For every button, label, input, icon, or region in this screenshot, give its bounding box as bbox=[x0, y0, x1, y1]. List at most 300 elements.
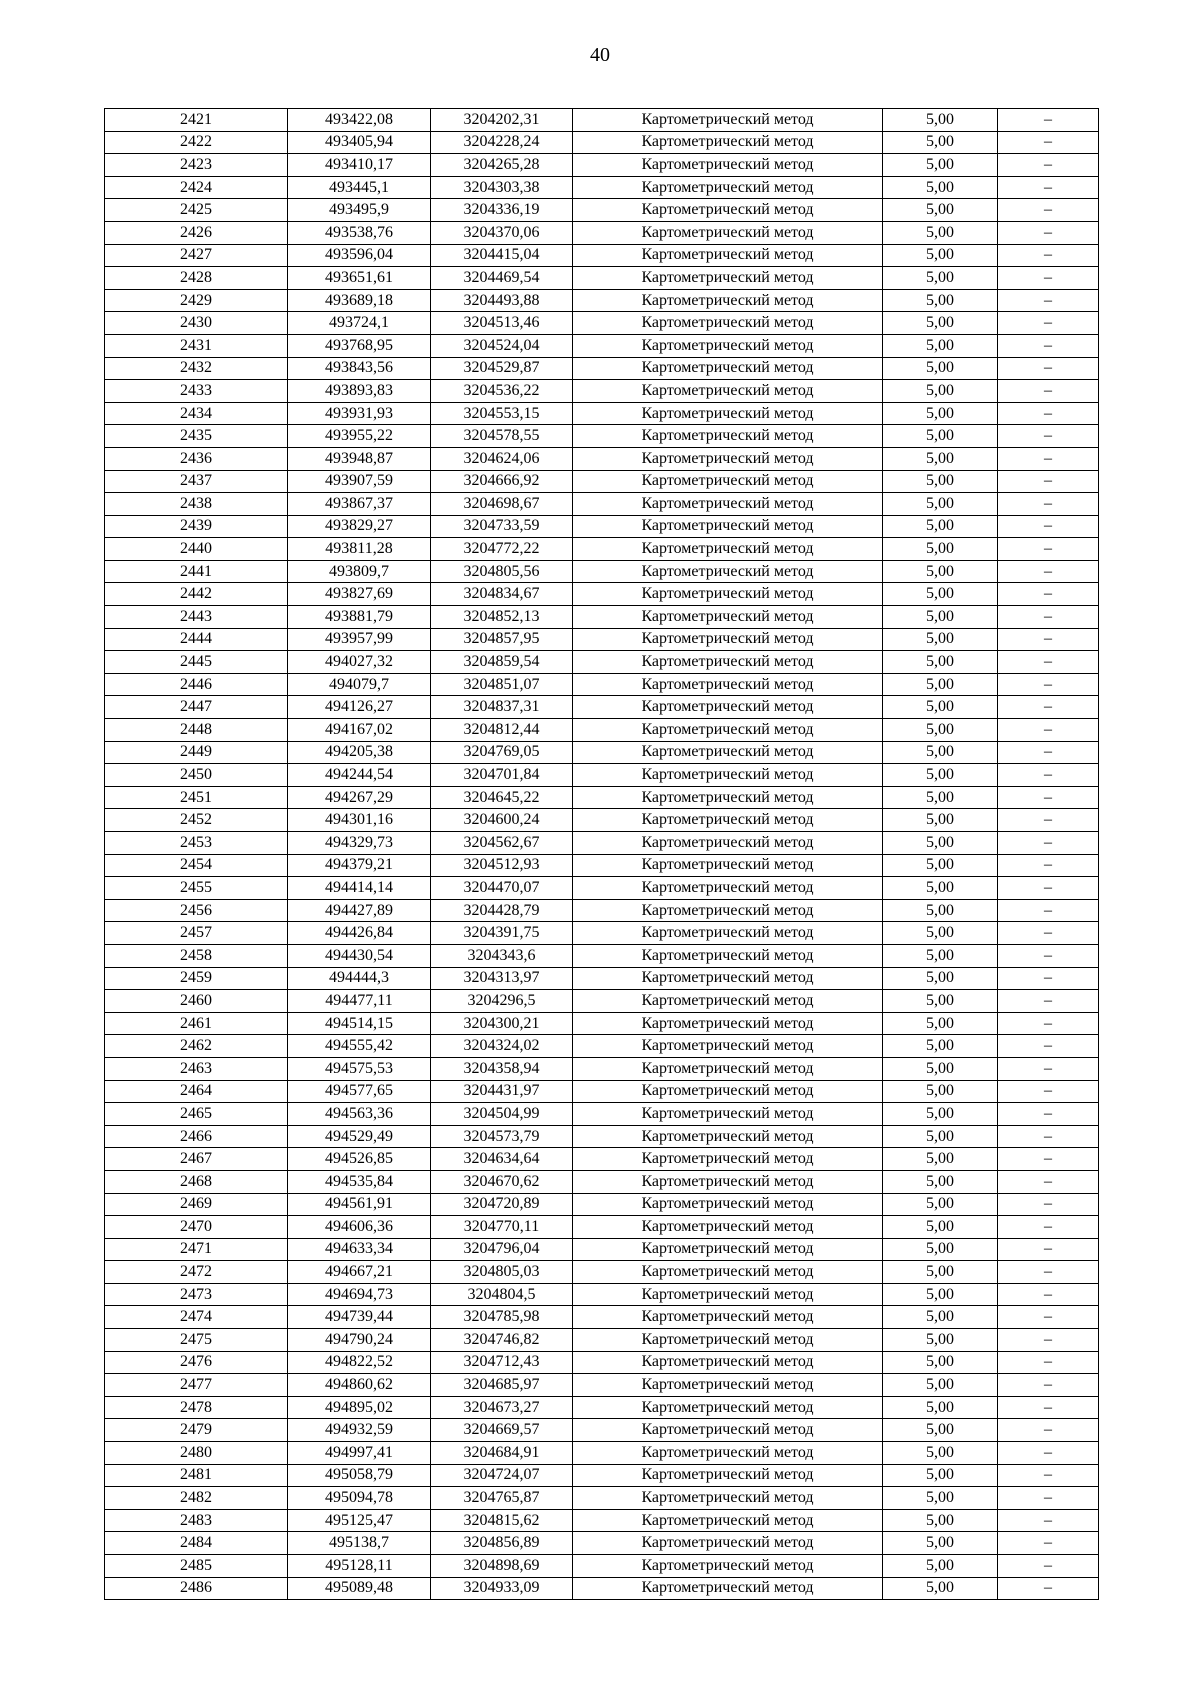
method-cell: Картометрический метод bbox=[573, 493, 883, 516]
note-cell: – bbox=[998, 1148, 1099, 1171]
y-coordinate-cell: 3204469,54 bbox=[431, 267, 573, 290]
accuracy-cell: 5,00 bbox=[883, 944, 998, 967]
note-cell: – bbox=[998, 131, 1099, 154]
x-coordinate-cell: 494301,16 bbox=[288, 809, 431, 832]
point-number-cell: 2443 bbox=[105, 606, 288, 629]
note-cell: – bbox=[998, 199, 1099, 222]
x-coordinate-cell: 495125,47 bbox=[288, 1509, 431, 1532]
table-row bbox=[105, 696, 1099, 719]
note-cell: – bbox=[998, 1103, 1099, 1126]
accuracy-cell: 5,00 bbox=[883, 1080, 998, 1103]
note-cell: – bbox=[998, 289, 1099, 312]
accuracy-cell: 5,00 bbox=[883, 1103, 998, 1126]
point-number-cell: 2432 bbox=[105, 357, 288, 380]
accuracy-cell: 5,00 bbox=[883, 1351, 998, 1374]
accuracy-cell: 5,00 bbox=[883, 176, 998, 199]
note-cell: – bbox=[998, 425, 1099, 448]
accuracy-cell: 5,00 bbox=[883, 1555, 998, 1578]
note-cell: – bbox=[998, 1442, 1099, 1465]
method-cell: Картометрический метод bbox=[573, 380, 883, 403]
method-cell: Картометрический метод bbox=[573, 673, 883, 696]
table-row bbox=[105, 990, 1099, 1013]
point-number-cell: 2441 bbox=[105, 560, 288, 583]
method-cell: Картометрический метод bbox=[573, 1035, 883, 1058]
method-cell: Картометрический метод bbox=[573, 470, 883, 493]
y-coordinate-cell: 3204513,46 bbox=[431, 312, 573, 335]
y-coordinate-cell: 3204524,04 bbox=[431, 334, 573, 357]
y-coordinate-cell: 3204815,62 bbox=[431, 1509, 573, 1532]
accuracy-cell: 5,00 bbox=[883, 651, 998, 674]
x-coordinate-cell: 494430,54 bbox=[288, 944, 431, 967]
point-number-cell: 2479 bbox=[105, 1419, 288, 1442]
note-cell: – bbox=[998, 1351, 1099, 1374]
y-coordinate-cell: 3204303,38 bbox=[431, 176, 573, 199]
y-coordinate-cell: 3204805,03 bbox=[431, 1261, 573, 1284]
table-row bbox=[105, 1103, 1099, 1126]
method-cell: Картометрический метод bbox=[573, 606, 883, 629]
table-row bbox=[105, 560, 1099, 583]
point-number-cell: 2423 bbox=[105, 154, 288, 177]
table-row bbox=[105, 357, 1099, 380]
method-cell: Картометрический метод bbox=[573, 764, 883, 787]
accuracy-cell: 5,00 bbox=[883, 1057, 998, 1080]
note-cell: – bbox=[998, 1329, 1099, 1352]
point-number-cell: 2468 bbox=[105, 1170, 288, 1193]
note-cell: – bbox=[998, 1012, 1099, 1035]
point-number-cell: 2436 bbox=[105, 447, 288, 470]
note-cell: – bbox=[998, 357, 1099, 380]
accuracy-cell: 5,00 bbox=[883, 854, 998, 877]
y-coordinate-cell: 3204698,67 bbox=[431, 493, 573, 516]
y-coordinate-cell: 3204634,64 bbox=[431, 1148, 573, 1171]
table-row bbox=[105, 1193, 1099, 1216]
y-coordinate-cell: 3204202,31 bbox=[431, 109, 573, 132]
y-coordinate-cell: 3204772,22 bbox=[431, 538, 573, 561]
note-cell: – bbox=[998, 1396, 1099, 1419]
y-coordinate-cell: 3204684,91 bbox=[431, 1442, 573, 1465]
method-cell: Картометрический метод bbox=[573, 1193, 883, 1216]
method-cell: Картометрический метод bbox=[573, 425, 883, 448]
y-coordinate-cell: 3204358,94 bbox=[431, 1057, 573, 1080]
note-cell: – bbox=[998, 1577, 1099, 1600]
note-cell: – bbox=[998, 1170, 1099, 1193]
table-row bbox=[105, 1057, 1099, 1080]
note-cell: – bbox=[998, 109, 1099, 132]
point-number-cell: 2482 bbox=[105, 1487, 288, 1510]
note-cell: – bbox=[998, 719, 1099, 742]
point-number-cell: 2452 bbox=[105, 809, 288, 832]
method-cell: Картометрический метод bbox=[573, 109, 883, 132]
method-cell: Картометрический метод bbox=[573, 357, 883, 380]
accuracy-cell: 5,00 bbox=[883, 538, 998, 561]
point-number-cell: 2422 bbox=[105, 131, 288, 154]
method-cell: Картометрический метод bbox=[573, 1012, 883, 1035]
x-coordinate-cell: 494694,73 bbox=[288, 1283, 431, 1306]
method-cell: Картометрический метод bbox=[573, 538, 883, 561]
accuracy-cell: 5,00 bbox=[883, 244, 998, 267]
point-number-cell: 2484 bbox=[105, 1532, 288, 1555]
accuracy-cell: 5,00 bbox=[883, 583, 998, 606]
method-cell: Картометрический метод bbox=[573, 583, 883, 606]
table-row bbox=[105, 1532, 1099, 1555]
table-row bbox=[105, 199, 1099, 222]
note-cell: – bbox=[998, 1509, 1099, 1532]
y-coordinate-cell: 3204812,44 bbox=[431, 719, 573, 742]
table-row bbox=[105, 1170, 1099, 1193]
accuracy-cell: 5,00 bbox=[883, 1442, 998, 1465]
accuracy-cell: 5,00 bbox=[883, 990, 998, 1013]
accuracy-cell: 5,00 bbox=[883, 764, 998, 787]
note-cell: – bbox=[998, 922, 1099, 945]
point-number-cell: 2459 bbox=[105, 967, 288, 990]
y-coordinate-cell: 3204562,67 bbox=[431, 832, 573, 855]
method-cell: Картометрический метод bbox=[573, 1283, 883, 1306]
point-number-cell: 2476 bbox=[105, 1351, 288, 1374]
x-coordinate-cell: 494667,21 bbox=[288, 1261, 431, 1284]
note-cell: – bbox=[998, 1306, 1099, 1329]
y-coordinate-cell: 3204391,75 bbox=[431, 922, 573, 945]
y-coordinate-cell: 3204343,6 bbox=[431, 944, 573, 967]
point-number-cell: 2462 bbox=[105, 1035, 288, 1058]
note-cell: – bbox=[998, 854, 1099, 877]
point-number-cell: 2485 bbox=[105, 1555, 288, 1578]
y-coordinate-cell: 3204228,24 bbox=[431, 131, 573, 154]
accuracy-cell: 5,00 bbox=[883, 357, 998, 380]
note-cell: – bbox=[998, 786, 1099, 809]
y-coordinate-cell: 3204512,93 bbox=[431, 854, 573, 877]
y-coordinate-cell: 3204720,89 bbox=[431, 1193, 573, 1216]
accuracy-cell: 5,00 bbox=[883, 922, 998, 945]
table-row bbox=[105, 922, 1099, 945]
method-cell: Картометрический метод bbox=[573, 560, 883, 583]
table-row bbox=[105, 1148, 1099, 1171]
point-number-cell: 2454 bbox=[105, 854, 288, 877]
method-cell: Картометрический метод bbox=[573, 854, 883, 877]
x-coordinate-cell: 494575,53 bbox=[288, 1057, 431, 1080]
method-cell: Картометрический метод bbox=[573, 967, 883, 990]
note-cell: – bbox=[998, 334, 1099, 357]
y-coordinate-cell: 3204852,13 bbox=[431, 606, 573, 629]
table-row bbox=[105, 289, 1099, 312]
point-number-cell: 2486 bbox=[105, 1577, 288, 1600]
x-coordinate-cell: 494079,7 bbox=[288, 673, 431, 696]
point-number-cell: 2447 bbox=[105, 696, 288, 719]
y-coordinate-cell: 3204769,05 bbox=[431, 741, 573, 764]
point-number-cell: 2469 bbox=[105, 1193, 288, 1216]
x-coordinate-cell: 494444,3 bbox=[288, 967, 431, 990]
table-row bbox=[105, 719, 1099, 742]
accuracy-cell: 5,00 bbox=[883, 1193, 998, 1216]
table-row bbox=[105, 606, 1099, 629]
note-cell: – bbox=[998, 583, 1099, 606]
table-row bbox=[105, 380, 1099, 403]
point-number-cell: 2448 bbox=[105, 719, 288, 742]
x-coordinate-cell: 494577,65 bbox=[288, 1080, 431, 1103]
point-number-cell: 2449 bbox=[105, 741, 288, 764]
method-cell: Картометрический метод bbox=[573, 1103, 883, 1126]
note-cell: – bbox=[998, 1125, 1099, 1148]
method-cell: Картометрический метод bbox=[573, 154, 883, 177]
accuracy-cell: 5,00 bbox=[883, 1464, 998, 1487]
point-number-cell: 2483 bbox=[105, 1509, 288, 1532]
table-row bbox=[105, 1035, 1099, 1058]
accuracy-cell: 5,00 bbox=[883, 1125, 998, 1148]
table-row bbox=[105, 334, 1099, 357]
table-row bbox=[105, 877, 1099, 900]
y-coordinate-cell: 3204834,67 bbox=[431, 583, 573, 606]
table-row bbox=[105, 221, 1099, 244]
x-coordinate-cell: 494822,52 bbox=[288, 1351, 431, 1374]
table-row bbox=[105, 1396, 1099, 1419]
table-row bbox=[105, 1419, 1099, 1442]
note-cell: – bbox=[998, 515, 1099, 538]
method-cell: Картометрический метод bbox=[573, 312, 883, 335]
y-coordinate-cell: 3204796,04 bbox=[431, 1238, 573, 1261]
table-row bbox=[105, 109, 1099, 132]
y-coordinate-cell: 3204504,99 bbox=[431, 1103, 573, 1126]
y-coordinate-cell: 3204553,15 bbox=[431, 402, 573, 425]
method-cell: Картометрический метод bbox=[573, 628, 883, 651]
x-coordinate-cell: 493596,04 bbox=[288, 244, 431, 267]
table-row bbox=[105, 1464, 1099, 1487]
x-coordinate-cell: 494426,84 bbox=[288, 922, 431, 945]
accuracy-cell: 5,00 bbox=[883, 1329, 998, 1352]
accuracy-cell: 5,00 bbox=[883, 1577, 998, 1600]
x-coordinate-cell: 494414,14 bbox=[288, 877, 431, 900]
point-number-cell: 2425 bbox=[105, 199, 288, 222]
x-coordinate-cell: 494561,91 bbox=[288, 1193, 431, 1216]
method-cell: Картометрический метод bbox=[573, 696, 883, 719]
note-cell: – bbox=[998, 673, 1099, 696]
method-cell: Картометрический метод bbox=[573, 447, 883, 470]
y-coordinate-cell: 3204701,84 bbox=[431, 764, 573, 787]
x-coordinate-cell: 495138,7 bbox=[288, 1532, 431, 1555]
x-coordinate-cell: 494529,49 bbox=[288, 1125, 431, 1148]
method-cell: Картометрический метод bbox=[573, 1148, 883, 1171]
table-row bbox=[105, 741, 1099, 764]
x-coordinate-cell: 494167,02 bbox=[288, 719, 431, 742]
y-coordinate-cell: 3204645,22 bbox=[431, 786, 573, 809]
table-row bbox=[105, 515, 1099, 538]
accuracy-cell: 5,00 bbox=[883, 1306, 998, 1329]
y-coordinate-cell: 3204733,59 bbox=[431, 515, 573, 538]
table-row bbox=[105, 312, 1099, 335]
note-cell: – bbox=[998, 176, 1099, 199]
accuracy-cell: 5,00 bbox=[883, 1419, 998, 1442]
table-row bbox=[105, 1577, 1099, 1600]
x-coordinate-cell: 493689,18 bbox=[288, 289, 431, 312]
point-number-cell: 2477 bbox=[105, 1374, 288, 1397]
accuracy-cell: 5,00 bbox=[883, 741, 998, 764]
point-number-cell: 2430 bbox=[105, 312, 288, 335]
table-row bbox=[105, 1238, 1099, 1261]
method-cell: Картометрический метод bbox=[573, 1125, 883, 1148]
point-number-cell: 2428 bbox=[105, 267, 288, 290]
y-coordinate-cell: 3204336,19 bbox=[431, 199, 573, 222]
table-row bbox=[105, 1487, 1099, 1510]
method-cell: Картометрический метод bbox=[573, 786, 883, 809]
accuracy-cell: 5,00 bbox=[883, 606, 998, 629]
note-cell: – bbox=[998, 651, 1099, 674]
y-coordinate-cell: 3204324,02 bbox=[431, 1035, 573, 1058]
accuracy-cell: 5,00 bbox=[883, 1148, 998, 1171]
x-coordinate-cell: 493809,7 bbox=[288, 560, 431, 583]
accuracy-cell: 5,00 bbox=[883, 719, 998, 742]
x-coordinate-cell: 493955,22 bbox=[288, 425, 431, 448]
accuracy-cell: 5,00 bbox=[883, 1216, 998, 1239]
method-cell: Картометрический метод bbox=[573, 1509, 883, 1532]
note-cell: – bbox=[998, 741, 1099, 764]
x-coordinate-cell: 493907,59 bbox=[288, 470, 431, 493]
note-cell: – bbox=[998, 380, 1099, 403]
note-cell: – bbox=[998, 990, 1099, 1013]
coordinates-table-body bbox=[105, 109, 1099, 1600]
x-coordinate-cell: 494526,85 bbox=[288, 1148, 431, 1171]
note-cell: – bbox=[998, 221, 1099, 244]
x-coordinate-cell: 494535,84 bbox=[288, 1170, 431, 1193]
method-cell: Картометрический метод bbox=[573, 922, 883, 945]
point-number-cell: 2431 bbox=[105, 334, 288, 357]
note-cell: – bbox=[998, 1238, 1099, 1261]
table-row bbox=[105, 651, 1099, 674]
accuracy-cell: 5,00 bbox=[883, 832, 998, 855]
note-cell: – bbox=[998, 899, 1099, 922]
point-number-cell: 2440 bbox=[105, 538, 288, 561]
x-coordinate-cell: 493422,08 bbox=[288, 109, 431, 132]
accuracy-cell: 5,00 bbox=[883, 560, 998, 583]
x-coordinate-cell: 493867,37 bbox=[288, 493, 431, 516]
method-cell: Картометрический метод bbox=[573, 1532, 883, 1555]
table-row bbox=[105, 944, 1099, 967]
point-number-cell: 2427 bbox=[105, 244, 288, 267]
note-cell: – bbox=[998, 560, 1099, 583]
point-number-cell: 2470 bbox=[105, 1216, 288, 1239]
note-cell: – bbox=[998, 470, 1099, 493]
y-coordinate-cell: 3204529,87 bbox=[431, 357, 573, 380]
page-number: 40 bbox=[590, 44, 610, 66]
point-number-cell: 2442 bbox=[105, 583, 288, 606]
x-coordinate-cell: 494932,59 bbox=[288, 1419, 431, 1442]
accuracy-cell: 5,00 bbox=[883, 1012, 998, 1035]
method-cell: Картометрический метод bbox=[573, 1464, 883, 1487]
method-cell: Картометрический метод bbox=[573, 1351, 883, 1374]
y-coordinate-cell: 3204673,27 bbox=[431, 1396, 573, 1419]
table-row bbox=[105, 154, 1099, 177]
y-coordinate-cell: 3204265,28 bbox=[431, 154, 573, 177]
accuracy-cell: 5,00 bbox=[883, 1532, 998, 1555]
table-row bbox=[105, 854, 1099, 877]
accuracy-cell: 5,00 bbox=[883, 199, 998, 222]
accuracy-cell: 5,00 bbox=[883, 402, 998, 425]
method-cell: Картометрический метод bbox=[573, 1080, 883, 1103]
accuracy-cell: 5,00 bbox=[883, 877, 998, 900]
y-coordinate-cell: 3204536,22 bbox=[431, 380, 573, 403]
y-coordinate-cell: 3204933,09 bbox=[431, 1577, 573, 1600]
note-cell: – bbox=[998, 764, 1099, 787]
x-coordinate-cell: 494555,42 bbox=[288, 1035, 431, 1058]
note-cell: – bbox=[998, 538, 1099, 561]
method-cell: Картометрический метод bbox=[573, 267, 883, 290]
table-row bbox=[105, 470, 1099, 493]
y-coordinate-cell: 3204746,82 bbox=[431, 1329, 573, 1352]
table-row bbox=[105, 764, 1099, 787]
table-row bbox=[105, 786, 1099, 809]
point-number-cell: 2466 bbox=[105, 1125, 288, 1148]
point-number-cell: 2455 bbox=[105, 877, 288, 900]
accuracy-cell: 5,00 bbox=[883, 1035, 998, 1058]
y-coordinate-cell: 3204804,5 bbox=[431, 1283, 573, 1306]
accuracy-cell: 5,00 bbox=[883, 425, 998, 448]
x-coordinate-cell: 494563,36 bbox=[288, 1103, 431, 1126]
method-cell: Картометрический метод bbox=[573, 741, 883, 764]
note-cell: – bbox=[998, 312, 1099, 335]
x-coordinate-cell: 494027,32 bbox=[288, 651, 431, 674]
note-cell: – bbox=[998, 447, 1099, 470]
y-coordinate-cell: 3204724,07 bbox=[431, 1464, 573, 1487]
point-number-cell: 2438 bbox=[105, 493, 288, 516]
note-cell: – bbox=[998, 944, 1099, 967]
point-number-cell: 2456 bbox=[105, 899, 288, 922]
point-number-cell: 2474 bbox=[105, 1306, 288, 1329]
accuracy-cell: 5,00 bbox=[883, 493, 998, 516]
table-row bbox=[105, 1306, 1099, 1329]
table-row bbox=[105, 1012, 1099, 1035]
x-coordinate-cell: 493768,95 bbox=[288, 334, 431, 357]
table-row bbox=[105, 1216, 1099, 1239]
x-coordinate-cell: 493829,27 bbox=[288, 515, 431, 538]
x-coordinate-cell: 494477,11 bbox=[288, 990, 431, 1013]
note-cell: – bbox=[998, 244, 1099, 267]
x-coordinate-cell: 493957,99 bbox=[288, 628, 431, 651]
x-coordinate-cell: 493811,28 bbox=[288, 538, 431, 561]
note-cell: – bbox=[998, 696, 1099, 719]
note-cell: – bbox=[998, 877, 1099, 900]
x-coordinate-cell: 494633,34 bbox=[288, 1238, 431, 1261]
y-coordinate-cell: 3204856,89 bbox=[431, 1532, 573, 1555]
table-row bbox=[105, 1351, 1099, 1374]
table-row bbox=[105, 402, 1099, 425]
method-cell: Картометрический метод bbox=[573, 244, 883, 267]
x-coordinate-cell: 494126,27 bbox=[288, 696, 431, 719]
accuracy-cell: 5,00 bbox=[883, 1509, 998, 1532]
accuracy-cell: 5,00 bbox=[883, 470, 998, 493]
y-coordinate-cell: 3204666,92 bbox=[431, 470, 573, 493]
x-coordinate-cell: 494514,15 bbox=[288, 1012, 431, 1035]
method-cell: Картометрический метод bbox=[573, 1419, 883, 1442]
x-coordinate-cell: 493445,1 bbox=[288, 176, 431, 199]
y-coordinate-cell: 3204785,98 bbox=[431, 1306, 573, 1329]
x-coordinate-cell: 495128,11 bbox=[288, 1555, 431, 1578]
method-cell: Картометрический метод bbox=[573, 1306, 883, 1329]
point-number-cell: 2437 bbox=[105, 470, 288, 493]
table-row bbox=[105, 1329, 1099, 1352]
x-coordinate-cell: 494997,41 bbox=[288, 1442, 431, 1465]
note-cell: – bbox=[998, 493, 1099, 516]
point-number-cell: 2445 bbox=[105, 651, 288, 674]
method-cell: Картометрический метод bbox=[573, 1057, 883, 1080]
method-cell: Картометрический метод bbox=[573, 1442, 883, 1465]
note-cell: – bbox=[998, 1080, 1099, 1103]
table-row bbox=[105, 673, 1099, 696]
x-coordinate-cell: 494379,21 bbox=[288, 854, 431, 877]
accuracy-cell: 5,00 bbox=[883, 1396, 998, 1419]
note-cell: – bbox=[998, 402, 1099, 425]
method-cell: Картометрический метод bbox=[573, 176, 883, 199]
table-row bbox=[105, 832, 1099, 855]
point-number-cell: 2457 bbox=[105, 922, 288, 945]
point-number-cell: 2464 bbox=[105, 1080, 288, 1103]
y-coordinate-cell: 3204685,97 bbox=[431, 1374, 573, 1397]
